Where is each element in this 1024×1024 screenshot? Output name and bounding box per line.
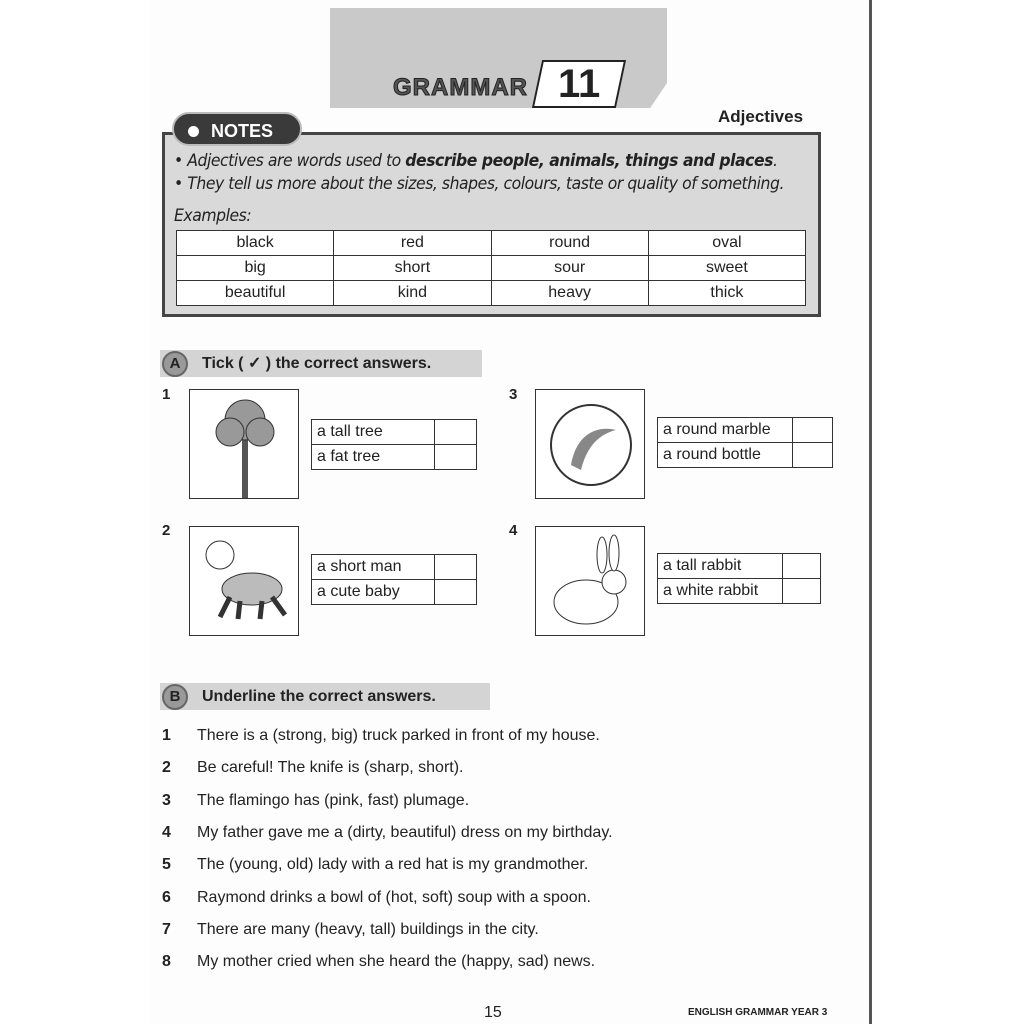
option-label: a white rabbit [658,579,783,604]
sentence-number: 5 [162,856,171,874]
tick-box[interactable] [435,445,477,470]
question-number: 1 [162,386,171,403]
sentence-number: 8 [162,953,171,971]
notes-line-2: • They tell us more about the sizes, shapes, colours, taste or quality of something. [174,174,784,194]
example-word: short [334,256,491,281]
option-label: a tall rabbit [658,554,783,579]
answer-option [312,420,477,445]
question-number: 4 [509,522,518,539]
example-word: oval [648,231,805,256]
example-word: kind [334,281,491,306]
page-number: 15 [484,1004,502,1021]
topic-title: Adjectives [718,107,804,126]
tick-box[interactable] [793,418,833,443]
sentence-text[interactable]: Be careful! The knife is (sharp, short). [197,759,464,777]
answer-option [312,555,477,580]
tick-box[interactable] [435,420,477,445]
option-label: a fat tree [312,445,435,470]
sentence-number: 6 [162,888,171,906]
option-label: a cute baby [312,580,435,605]
tick-box[interactable] [783,579,821,604]
answer-option [312,580,477,605]
sentence-text[interactable]: The flamingo has (pink, fast) plumage. [197,791,470,809]
sentence-text[interactable]: There are many (heavy, tall) buildings in the city. [197,920,539,938]
tick-box[interactable] [435,580,477,605]
answer-options [657,417,833,468]
examples-row [177,281,806,306]
sentence-number: 3 [162,791,171,809]
book-title: ENGLISH GRAMMAR YEAR 3 [688,1007,828,1018]
examples-label: Examples: [174,206,252,226]
example-word: sweet [648,256,805,281]
examples-row [177,256,806,281]
rabbit-picture [535,526,645,636]
option-label: a round marble [658,418,793,443]
notes-label: NOTES [211,121,274,141]
answer-option [658,443,833,468]
section-a-title: Tick ( ✓ ) the correct answers. [202,355,432,372]
section-b-badge: B [162,684,188,710]
answer-option [658,418,833,443]
tick-box[interactable] [435,555,477,580]
example-word: round [491,231,648,256]
section-a-badge: A [162,351,188,377]
sentence-number: 7 [162,920,171,938]
option-label: a round bottle [658,443,793,468]
section-b-header [160,683,490,710]
answer-options [311,419,477,470]
notes-line1-text: • Adjectives are words used to [174,151,406,171]
notes-tab [172,112,302,146]
tick-box[interactable] [793,443,833,468]
examples-table [176,230,806,306]
sentence-text[interactable]: The (young, old) lady with a red hat is my grandmother. [197,856,589,874]
option-label: a tall tree [312,420,435,445]
answer-option [658,554,821,579]
answer-options [311,554,477,605]
chapter-number-text: 11 [557,62,601,106]
example-word: red [334,231,491,256]
example-word: black [177,231,334,256]
notes-line1-bold: describe people, animals, things and places [405,151,773,171]
sentence-text[interactable]: There is a (strong, big) truck parked in front of my house. [197,727,600,744]
example-word: heavy [491,281,648,306]
notes-line1-end: . [772,151,778,171]
tree-picture [189,389,299,499]
bullet-icon [188,126,199,137]
example-word: beautiful [177,281,334,306]
baby-picture [189,526,299,636]
sentence-text[interactable]: Raymond drinks a bowl of (hot, soft) soup with a spoon. [197,888,591,906]
examples-row [177,231,806,256]
chapter-title: GRAMMAR [393,74,528,101]
example-word: thick [648,281,805,306]
question-number: 2 [162,522,171,539]
section-b-title: Underline the correct answers. [202,688,436,705]
option-label: a short man [312,555,435,580]
sentence-number: 2 [162,759,171,777]
example-word: big [177,256,334,281]
tick-box[interactable] [783,554,821,579]
answer-options [657,553,821,604]
chapter-number [532,60,626,108]
notes-line-1 [174,151,777,171]
answer-option [658,579,821,604]
sentence-number: 1 [162,727,171,744]
answer-option [312,445,477,470]
sentence-number: 4 [162,823,171,841]
section-a-header [160,350,482,377]
sentence-text[interactable]: My mother cried when she heard the (happy, sad) news. [197,953,596,971]
question-number: 3 [509,386,518,403]
marble-picture [535,389,645,499]
sentence-text[interactable]: My father gave me a (dirty, beautiful) dress on my birthday. [197,823,613,841]
example-word: sour [491,256,648,281]
